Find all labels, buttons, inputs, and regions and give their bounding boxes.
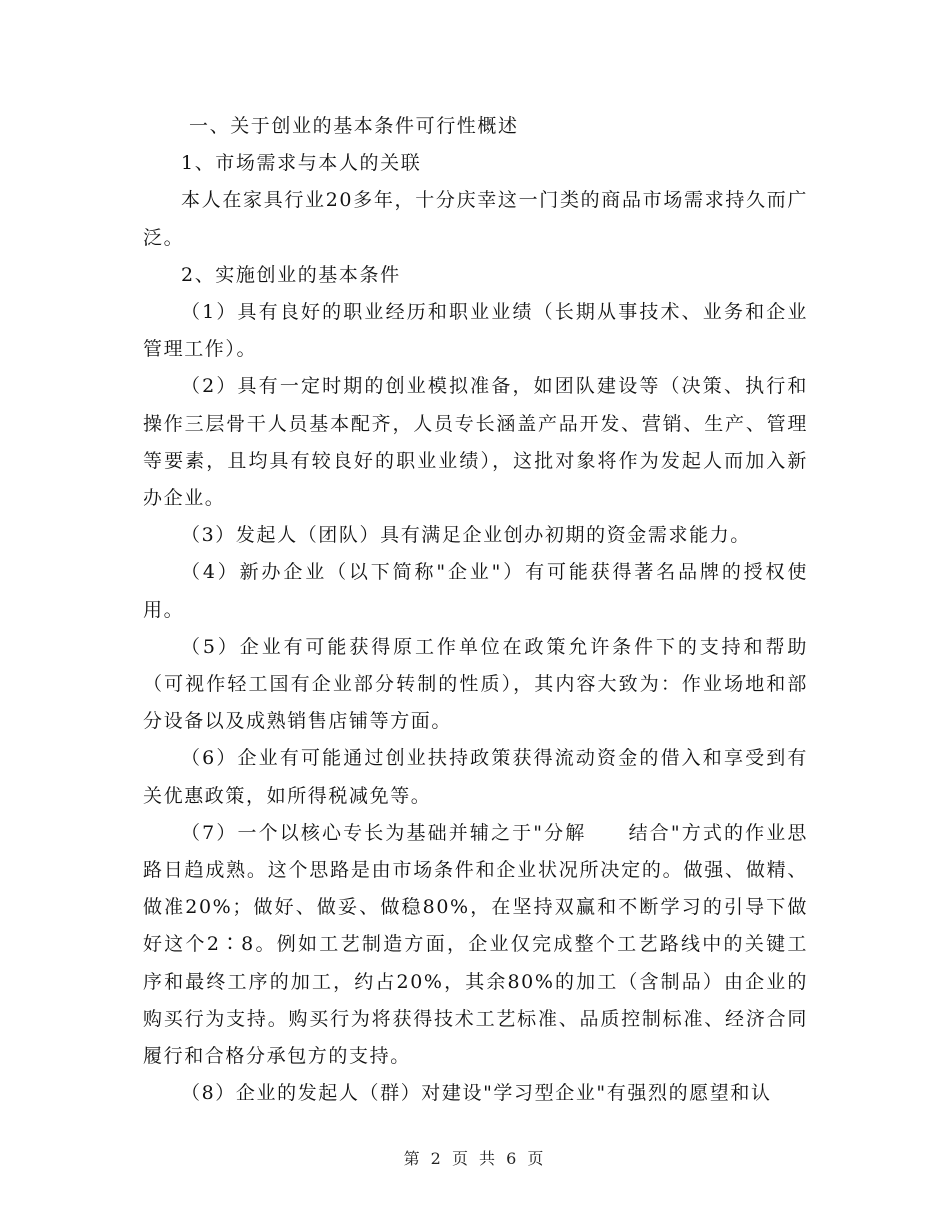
paragraph-condition-2: （2）具有一定时期的创业模拟准备，如团队建设等（决策、执行和操作三层骨干人员基本配齐，人员专长涵盖产品开发、营销、生产、管理等要素，且均具有较良好的职业业绩），这批对象将作为发起人而加入新办企业。: [143, 375, 808, 510]
paragraph-condition-1: （1）具有良好的职业经历和职业业绩（长期从事技术、业务和企业管理工作）。: [143, 301, 808, 361]
paragraph-condition-3: （3）发起人（团队）具有满足企业创办初期的资金需求能力。: [181, 524, 751, 547]
section-heading: 一、关于创业的基本条件可行性概述: [189, 115, 519, 137]
paragraph-condition-5: （5）企业有可能获得原工作单位在政策允许条件下的支持和帮助（可视作轻工国有企业部分转制的性质），其内容大致为：作业场地和部分设备以及成熟销售店铺等方面。: [143, 635, 808, 733]
document-body: [143, 108, 808, 1112]
paragraph-condition-6: （6）企业有可能通过创业扶持政策获得流动资金的借入和享受到有关优惠政策，如所得税减免等。: [143, 747, 808, 807]
paragraph-condition-8: （8）企业的发起人（群）对建设"学习型企业"有强烈的愿望和认: [181, 1082, 772, 1105]
paragraph-market-demand: 本人在家具行业20多年，十分庆幸这一门类的商品市场需求持久而广泛。: [143, 189, 808, 249]
paragraph-condition-7: （7）一个以核心专长为基础并辅之于"分解 结合"方式的作业思路日趋成熟。这个思路是由市场条件和企业状况所决定的。做强、做精、做准20%；做好、做妥、做稳80%，在坚持双赢和不断学习的引导下做好这个2∶8。例如工艺制造方面，企业仅完成整个工艺路线中的关键工序和最终工序的加工，约占20%，其余80%的加工（含制品）由企业的购买行为支持。购买行为将获得技术工艺标准、品质控制标准、经济合同履行和合格分承包方的支持。: [143, 821, 808, 1068]
subheading-market-demand: 1、市场需求与本人的关联: [181, 152, 422, 175]
paragraph-condition-4: （4）新办企业（以下简称"企业"）有可能获得著名品牌的授权使用。: [143, 561, 808, 621]
page-number-footer: 第 2 页 共 6 页: [403, 1149, 547, 1168]
subheading-basic-conditions: 2、实施创业的基本条件: [181, 263, 401, 286]
